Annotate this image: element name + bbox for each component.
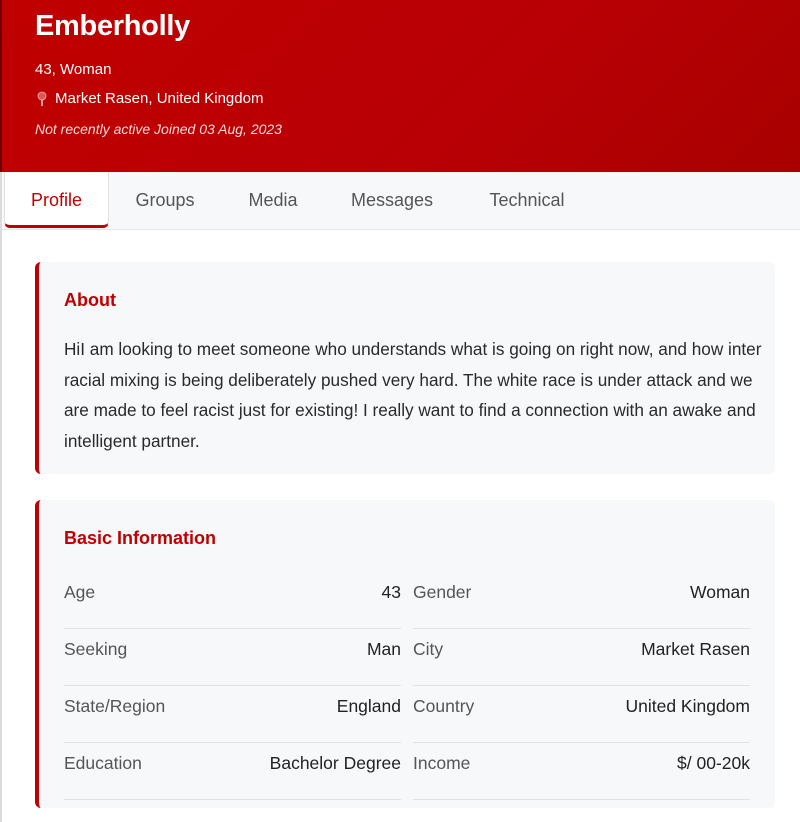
- info-value: $/ 00-20k: [677, 753, 750, 773]
- profile-age-gender: 43, Woman: [35, 61, 112, 78]
- about-title: About: [64, 290, 116, 310]
- info-label: Gender: [413, 582, 472, 602]
- profile-name: Emberholly: [35, 10, 190, 42]
- info-value: United Kingdom: [625, 696, 750, 716]
- info-value: Market Rasen: [641, 639, 750, 659]
- info-label: Seeking: [64, 639, 128, 659]
- basic-info-title: Basic Information: [64, 528, 217, 548]
- info-value: Woman: [690, 582, 750, 602]
- profile-header: [0, 0, 800, 172]
- location-text: Market Rasen, United Kingdom: [55, 90, 264, 107]
- info-state-region: [64, 686, 401, 743]
- info-label: Country: [413, 696, 475, 716]
- tab-technical[interactable]: Technical: [489, 190, 565, 210]
- about-card: [35, 262, 775, 474]
- profile-content: [0, 230, 800, 822]
- profile-location: [35, 90, 263, 107]
- tab-messages[interactable]: Messages: [350, 190, 434, 210]
- map-pin-icon: [35, 91, 49, 107]
- info-age: [64, 572, 401, 629]
- info-label: City: [413, 639, 444, 659]
- info-value: England: [336, 696, 401, 716]
- activity-status: Not recently active Joined 03 Aug, 2023: [35, 121, 282, 137]
- info-label: State/Region: [64, 696, 166, 716]
- info-gender: [413, 572, 750, 629]
- tab-profile[interactable]: Profile: [4, 172, 109, 228]
- info-value: Bachelor Degree: [269, 753, 401, 773]
- info-education: [64, 743, 401, 800]
- basic-info-card: [35, 500, 775, 808]
- info-income: [413, 743, 750, 800]
- info-label: Education: [64, 753, 142, 773]
- info-value: 43: [381, 582, 401, 602]
- about-text: HiI am looking to meet someone who understands what is going on right now, and how inter racial mixing is being deliberately pushed very hard. The white race is under attack and we are made to feel racist just for existing! I really want to find a connection with an awake and intelligent partner.: [64, 339, 762, 451]
- info-city: [413, 629, 750, 686]
- info-country: [413, 686, 750, 743]
- profile-tabs: [0, 172, 800, 230]
- tab-media[interactable]: Media: [248, 190, 298, 210]
- info-value: Man: [366, 639, 401, 659]
- info-label: Income: [413, 753, 471, 773]
- tab-groups[interactable]: Groups: [135, 190, 195, 210]
- info-seeking: [64, 629, 401, 686]
- info-label: Age: [64, 582, 96, 602]
